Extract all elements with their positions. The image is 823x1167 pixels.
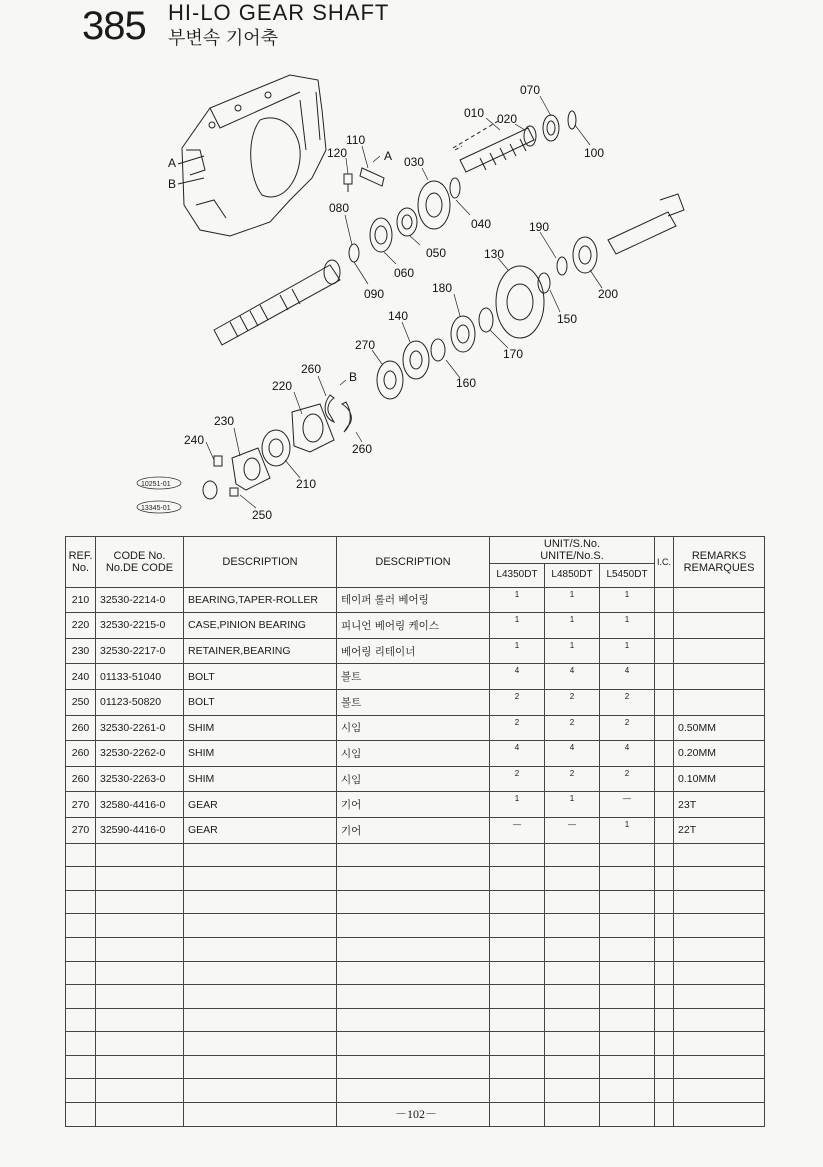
- callout-140: 140: [388, 309, 409, 323]
- callout-190: 190: [529, 220, 550, 234]
- cell-q3: 1: [600, 613, 655, 639]
- table-row: [66, 766, 765, 792]
- callout-010: 010: [464, 106, 485, 120]
- cell-q2: 1: [545, 638, 600, 664]
- cell-empty: [66, 1008, 96, 1032]
- cell-empty: [96, 937, 184, 961]
- cell-q1: 4: [490, 664, 545, 690]
- callout-250: 250: [252, 508, 273, 522]
- cell-empty: [655, 1079, 674, 1103]
- stamp-top-label: 10251-01: [141, 481, 171, 488]
- callout-240: 240: [184, 433, 205, 447]
- callout-120: 120: [327, 146, 348, 160]
- table-row: [66, 664, 765, 690]
- cell-empty: [66, 867, 96, 891]
- cell-empty: [66, 890, 96, 914]
- cell-empty: [337, 1032, 490, 1056]
- cell-ic: [655, 817, 674, 843]
- cell-empty: [96, 1008, 184, 1032]
- cell-ref: 270: [66, 817, 96, 843]
- cell-empty: [674, 1079, 765, 1103]
- cell-ref: 230: [66, 638, 96, 664]
- col-model-3: L5450DT: [600, 564, 655, 588]
- cell-empty: [545, 1055, 600, 1079]
- marker-a-left: A: [168, 156, 177, 170]
- cell-q1: 1: [490, 613, 545, 639]
- callout-160: 160: [456, 376, 477, 390]
- cell-empty: [545, 985, 600, 1009]
- cell-remarks: 0.20MM: [674, 741, 765, 767]
- cell-empty: [490, 867, 545, 891]
- cell-kr: 피니언 베어링 케이스: [337, 613, 490, 639]
- cell-ic: [655, 792, 674, 818]
- cell-code: 01123-50820: [96, 689, 184, 715]
- cell-empty: [184, 937, 337, 961]
- cell-empty: [655, 1055, 674, 1079]
- cell-desc: CASE,PINION BEARING: [184, 613, 337, 639]
- callout-210: 210: [296, 477, 317, 491]
- cell-empty: [184, 1032, 337, 1056]
- cell-q3: 1: [600, 587, 655, 613]
- cell-empty: [674, 985, 765, 1009]
- cell-q1: 1: [490, 587, 545, 613]
- callout-040: 040: [471, 217, 492, 231]
- cell-q3: —: [600, 792, 655, 818]
- cell-empty: [66, 1079, 96, 1103]
- cell-q2: 4: [545, 664, 600, 690]
- cell-empty: [655, 1008, 674, 1032]
- cell-q1: 1: [490, 792, 545, 818]
- cell-remarks: 22T: [674, 817, 765, 843]
- cell-empty: [490, 985, 545, 1009]
- cell-kr: 기어: [337, 817, 490, 843]
- cell-empty: [545, 843, 600, 867]
- table-row: [66, 613, 765, 639]
- cell-code: 32530-2214-0: [96, 587, 184, 613]
- callout-220: 220: [272, 379, 293, 393]
- cell-ic: [655, 587, 674, 613]
- cell-ref: 250: [66, 689, 96, 715]
- callout-180: 180: [432, 281, 453, 295]
- cell-empty: [545, 1008, 600, 1032]
- callout-080: 080: [329, 201, 350, 215]
- cell-ic: [655, 741, 674, 767]
- cell-remarks: 0.10MM: [674, 766, 765, 792]
- table-row: [66, 792, 765, 818]
- cell-kr: 테이퍼 롤러 베어링: [337, 587, 490, 613]
- cell-desc: SHIM: [184, 715, 337, 741]
- table-row-empty: [66, 867, 765, 891]
- cell-q2: 1: [545, 587, 600, 613]
- cell-empty: [600, 1055, 655, 1079]
- cell-empty: [600, 843, 655, 867]
- cell-kr: 기어: [337, 792, 490, 818]
- cell-empty: [674, 914, 765, 938]
- col-ic-header: I.C.: [655, 537, 674, 588]
- shim-110-bolt-120-drawing: [344, 168, 384, 192]
- gears-140-270-drawing: [377, 341, 429, 399]
- cell-q1: 2: [490, 715, 545, 741]
- cell-q2: 1: [545, 792, 600, 818]
- cell-empty: [337, 843, 490, 867]
- cell-remarks: 23T: [674, 792, 765, 818]
- cell-code: 32590-4416-0: [96, 817, 184, 843]
- callout-030: 030: [404, 155, 425, 169]
- cell-q3: 1: [600, 638, 655, 664]
- cell-empty: [600, 937, 655, 961]
- cell-empty: [184, 1103, 337, 1127]
- cell-empty: [184, 867, 337, 891]
- marker-b-right: B: [349, 370, 358, 384]
- callout-100: 100: [584, 146, 605, 160]
- cell-empty: [600, 1079, 655, 1103]
- cell-code: 32580-4416-0: [96, 792, 184, 818]
- cell-desc: GEAR: [184, 792, 337, 818]
- cell-empty: [490, 961, 545, 985]
- table-row-empty: [66, 843, 765, 867]
- cell-ref: 220: [66, 613, 96, 639]
- cell-empty: [600, 1032, 655, 1056]
- page-title: HI-LO GEAR SHAFT: [168, 0, 390, 25]
- cell-empty: [337, 1055, 490, 1079]
- cell-empty: [96, 1079, 184, 1103]
- cell-empty: [96, 914, 184, 938]
- cell-empty: [337, 985, 490, 1009]
- cell-q2: —: [545, 817, 600, 843]
- cell-empty: [96, 843, 184, 867]
- cell-empty: [490, 1079, 545, 1103]
- cell-empty: [655, 843, 674, 867]
- cell-empty: [655, 961, 674, 985]
- cell-ic: [655, 613, 674, 639]
- table-row-empty: [66, 937, 765, 961]
- page-subtitle: 부변속 기어축: [168, 28, 279, 49]
- cell-empty: [545, 961, 600, 985]
- cell-empty: [337, 914, 490, 938]
- table-row-empty: [66, 961, 765, 985]
- cell-empty: [490, 1103, 545, 1127]
- cell-empty: [655, 985, 674, 1009]
- cell-q2: 2: [545, 766, 600, 792]
- cell-empty: [184, 914, 337, 938]
- col-ref-header: REF. No.: [66, 537, 96, 588]
- cell-empty: [96, 890, 184, 914]
- cell-empty: [490, 1032, 545, 1056]
- cell-empty: [96, 961, 184, 985]
- cell-empty: [674, 961, 765, 985]
- col-remarks-header: REMARKS REMARQUES: [674, 537, 765, 588]
- cell-empty: [337, 867, 490, 891]
- exploded-parts-diagram: [0, 60, 823, 530]
- callout-090: 090: [364, 287, 385, 301]
- cell-empty: [600, 961, 655, 985]
- cell-empty: [600, 1103, 655, 1127]
- marker-b-left: B: [168, 177, 177, 191]
- col-model-2: L4850DT: [545, 564, 600, 588]
- table-row: [66, 741, 765, 767]
- cell-ref: 260: [66, 715, 96, 741]
- cell-empty: [490, 914, 545, 938]
- marker-a-right: A: [384, 149, 393, 163]
- cell-ic: [655, 715, 674, 741]
- table-row: [66, 638, 765, 664]
- cell-empty: [490, 843, 545, 867]
- cell-empty: [655, 1103, 674, 1127]
- cell-q2: 4: [545, 741, 600, 767]
- cell-empty: [655, 937, 674, 961]
- cell-empty: [545, 1079, 600, 1103]
- cell-code: 32530-2261-0: [96, 715, 184, 741]
- cell-empty: [66, 1103, 96, 1127]
- cell-q3: 4: [600, 741, 655, 767]
- cell-empty: [96, 1032, 184, 1056]
- col-code-header: CODE No. No.DE CODE: [96, 537, 184, 588]
- cell-empty: [96, 985, 184, 1009]
- cell-q3: 2: [600, 715, 655, 741]
- cell-empty: [674, 890, 765, 914]
- callout-170: 170: [503, 347, 524, 361]
- cell-desc: SHIM: [184, 741, 337, 767]
- cell-code: 32530-2263-0: [96, 766, 184, 792]
- cell-empty: [545, 890, 600, 914]
- cell-remarks: [674, 664, 765, 690]
- cell-remarks: [674, 689, 765, 715]
- cell-desc: BOLT: [184, 689, 337, 715]
- cell-q1: 1: [490, 638, 545, 664]
- col-description-kr-header: DESCRIPTION: [337, 537, 490, 588]
- table-row: [66, 817, 765, 843]
- callout-070: 070: [520, 83, 541, 97]
- cell-ic: [655, 638, 674, 664]
- cell-empty: [96, 867, 184, 891]
- col-description-en-header: DESCRIPTION: [184, 537, 337, 588]
- cell-remarks: [674, 587, 765, 613]
- cell-empty: [545, 914, 600, 938]
- cell-kr: 볼트: [337, 664, 490, 690]
- cell-ref: 260: [66, 766, 96, 792]
- cell-empty: [66, 937, 96, 961]
- cell-ic: [655, 689, 674, 715]
- cell-empty: [545, 867, 600, 891]
- cell-empty: [545, 1032, 600, 1056]
- cell-empty: [600, 985, 655, 1009]
- lower-shaft-drawing: [214, 260, 340, 345]
- cell-empty: [184, 961, 337, 985]
- cell-desc: BEARING,TAPER-ROLLER: [184, 587, 337, 613]
- cell-q2: 2: [545, 689, 600, 715]
- cell-empty: [600, 867, 655, 891]
- callout-260-bottom: 260: [352, 442, 373, 456]
- cell-kr: 볼트: [337, 689, 490, 715]
- table-row-empty: [66, 890, 765, 914]
- stamp-bottom-label: 13345-01: [141, 505, 171, 512]
- reference-stamps: [137, 477, 181, 513]
- callout-060: 060: [394, 266, 415, 280]
- cell-empty: [600, 1008, 655, 1032]
- callout-020: 020: [497, 112, 518, 126]
- cell-empty: [337, 937, 490, 961]
- cell-remarks: [674, 638, 765, 664]
- callout-050: 050: [426, 246, 447, 260]
- cell-empty: [490, 890, 545, 914]
- cell-ref: 240: [66, 664, 96, 690]
- cell-ref: 210: [66, 587, 96, 613]
- callout-230: 230: [214, 414, 235, 428]
- cell-kr: 베어링 리테이너: [337, 638, 490, 664]
- cell-empty: [545, 1103, 600, 1127]
- cell-q3: 1: [600, 817, 655, 843]
- cell-empty: [674, 937, 765, 961]
- cell-empty: [66, 1055, 96, 1079]
- col-model-1: L4350DT: [490, 564, 545, 588]
- cell-q1: 2: [490, 766, 545, 792]
- cell-code: 32530-2215-0: [96, 613, 184, 639]
- callout-110: 110: [346, 133, 366, 147]
- cell-empty: [184, 890, 337, 914]
- cell-q3: 2: [600, 689, 655, 715]
- cell-empty: [96, 1055, 184, 1079]
- table-row-empty: [66, 1032, 765, 1056]
- cell-kr: 시임: [337, 741, 490, 767]
- cell-remarks: 0.50MM: [674, 715, 765, 741]
- cell-q2: 1: [545, 613, 600, 639]
- cell-q1: 2: [490, 689, 545, 715]
- cell-empty: [184, 843, 337, 867]
- cell-empty: [66, 1032, 96, 1056]
- callout-130: 130: [484, 247, 505, 261]
- cell-q2: 2: [545, 715, 600, 741]
- cell-ref: 260: [66, 741, 96, 767]
- cell-code: 32530-2217-0: [96, 638, 184, 664]
- cell-remarks: [674, 613, 765, 639]
- page-number: 385: [82, 4, 146, 48]
- callout-200: 200: [598, 287, 619, 301]
- cell-empty: [674, 843, 765, 867]
- table-row-empty: [66, 985, 765, 1009]
- cell-empty: [655, 867, 674, 891]
- cell-empty: [184, 1055, 337, 1079]
- callout-150: 150: [557, 312, 578, 326]
- cell-empty: [655, 914, 674, 938]
- cell-kr: 시임: [337, 715, 490, 741]
- cell-desc: BOLT: [184, 664, 337, 690]
- pinion-shaft-drawing: [557, 194, 684, 275]
- cell-empty: [96, 1103, 184, 1127]
- callout-260-top: 260: [301, 362, 322, 376]
- cell-empty: [184, 1079, 337, 1103]
- cell-empty: [545, 937, 600, 961]
- cell-empty: [184, 1008, 337, 1032]
- cell-q3: 2: [600, 766, 655, 792]
- cell-empty: [337, 1079, 490, 1103]
- cell-code: 32530-2262-0: [96, 741, 184, 767]
- cell-desc: SHIM: [184, 766, 337, 792]
- cell-empty: [655, 1032, 674, 1056]
- cell-empty: [490, 1055, 545, 1079]
- cell-empty: [66, 961, 96, 985]
- cell-empty: [674, 1032, 765, 1056]
- table-row: [66, 587, 765, 613]
- cell-q3: 4: [600, 664, 655, 690]
- cell-q1: 4: [490, 741, 545, 767]
- cell-empty: [674, 1055, 765, 1079]
- cell-empty: [674, 1103, 765, 1127]
- cell-empty: [337, 1008, 490, 1032]
- cell-empty: [66, 985, 96, 1009]
- cell-desc: GEAR: [184, 817, 337, 843]
- col-unit-header: UNIT/S.No. UNITE/No.S.: [490, 537, 655, 564]
- cell-ic: [655, 664, 674, 690]
- cell-empty: [66, 914, 96, 938]
- cell-empty: [655, 890, 674, 914]
- cell-ic: [655, 766, 674, 792]
- cell-empty: [337, 890, 490, 914]
- table-header-row: [66, 537, 765, 564]
- parts-table: [65, 536, 765, 1127]
- cell-kr: 시임: [337, 766, 490, 792]
- cell-empty: [600, 890, 655, 914]
- cell-empty: [490, 937, 545, 961]
- page-footer: －102－: [395, 1107, 438, 1121]
- table-row: [66, 689, 765, 715]
- table-row-empty: [66, 1079, 765, 1103]
- cell-empty: [66, 843, 96, 867]
- table-row-empty: [66, 1055, 765, 1079]
- cell-empty: [337, 961, 490, 985]
- table-row-empty: [66, 1008, 765, 1032]
- cell-code: 01133-51040: [96, 664, 184, 690]
- cell-empty: [600, 914, 655, 938]
- cell-q1: —: [490, 817, 545, 843]
- cell-empty: [674, 1008, 765, 1032]
- cell-empty: [674, 867, 765, 891]
- cell-empty: [490, 1008, 545, 1032]
- table-row: [66, 715, 765, 741]
- table-row-empty: [66, 914, 765, 938]
- callout-270: 270: [355, 338, 376, 352]
- cell-desc: RETAINER,BEARING: [184, 638, 337, 664]
- cell-ref: 270: [66, 792, 96, 818]
- cell-empty: [184, 985, 337, 1009]
- transmission-housing-drawing: [178, 75, 326, 236]
